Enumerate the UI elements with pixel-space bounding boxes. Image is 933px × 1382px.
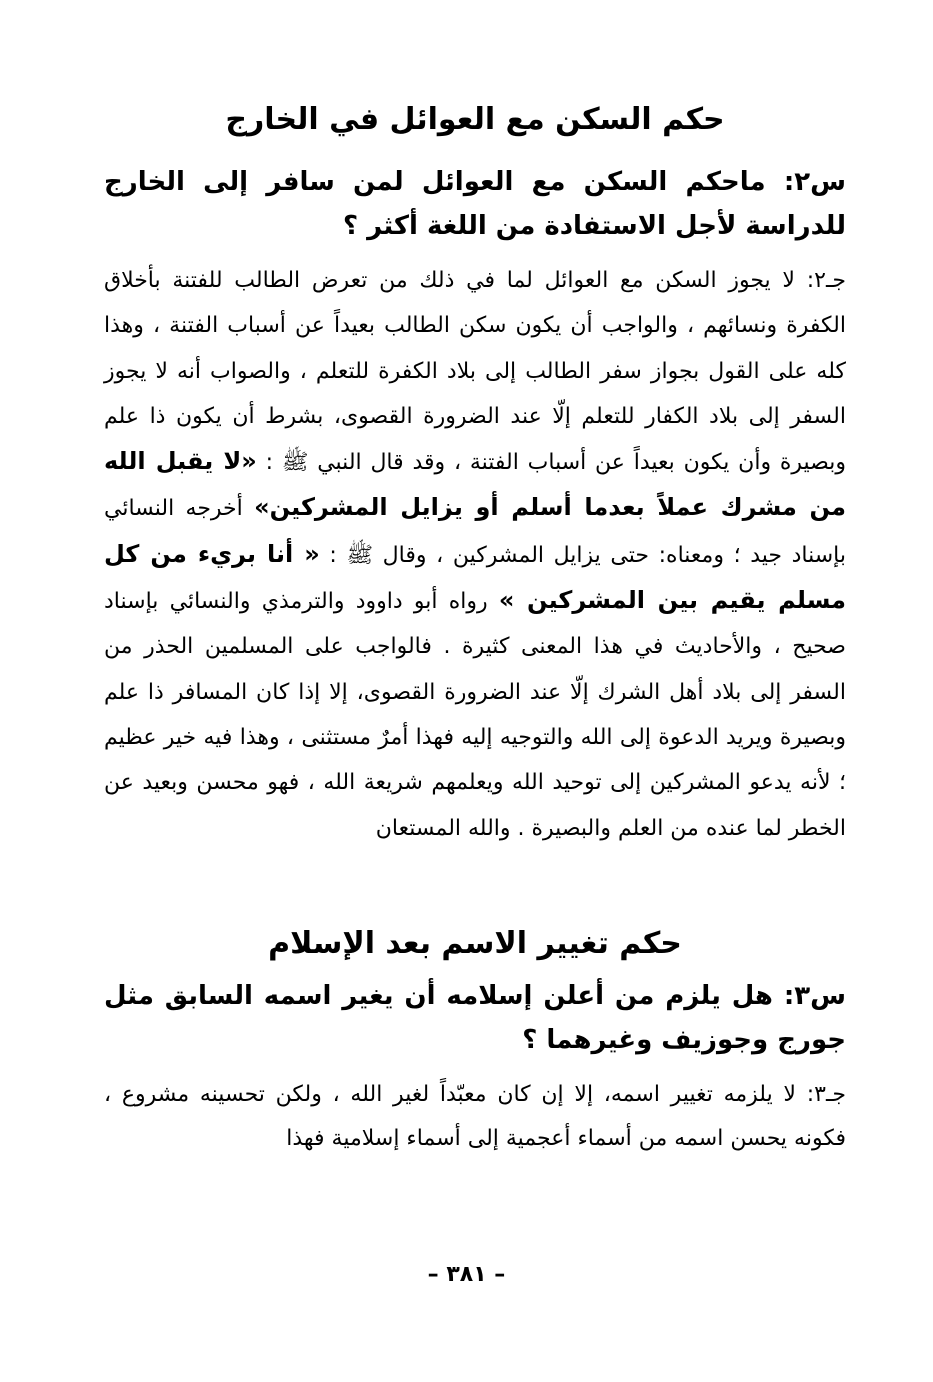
page-number: – ٣٨١ –: [427, 1262, 506, 1287]
section-title-residence: حكم السكن مع العوائل في الخارج: [225, 102, 725, 137]
answer-3: جـ٣: لا يلزمه تغيير اسمه، إلا إن كان معبّداً لغير الله ، ولكن تحسينه مشروع ، فكونه يحسن اسمه من أسماء أعجمية إلى أسماء إسلامية فهذا: [104, 1082, 846, 1151]
section-title-name-change: حكم تغيير الاسم بعد الإسلام: [268, 926, 682, 961]
answer-2-part-1: جـ٢: لا يجوز السكن مع العوائل لما في ذلك من تعرض الطالب للفتنة بأخلاق الكفرة ونسائهم ، والواجب أن يكون سكن الطالب بعيداً عن أسباب الفتنة ، وهذا كله على القول بجواز سفر الطالب إلى بلاد الكفرة للتعلم ، والصواب أنه لا يجوز السفر إلى بلاد الكفار للتعلم إلّا عند الضرورة القصوى، بشرط أن يكون ذا علم وبصيرة وأن يكون بعيداً عن أسباب الفتنة ، وقد قال النبي ﷺ :: [104, 268, 846, 476]
answer-2-part-2: أخرجه النسائي بإسناد جيد ؛ ومعناه: حتى يزايل المشركين ، وقال ﷺ :: [104, 496, 847, 568]
answer-2-part-3: رواه أبو داوود والترمذي والنسائي بإسناد صحيح ، والأحاديث في هذا المعنى كثيرة . فالواجب على المسلمين الحذر من السفر إلى بلاد أهل الشرك إلّا عند الضرورة القصوى، إلا إذا كان المسافر ذا علم وبصيرة ويريد الدعوة إلى الله والتوجيه إليه فهذا أمرٌ مستثنى ، وهذا فيه خير عظيم ؛ لأنه يدعو المشركين إلى توحيد الله ويعلمهم شريعة الله ، فهو محسن وبعيد عن الخطر لما عنده من العلم والبصيرة . والله المستعان: [104, 589, 846, 841]
hadith-quote-1: «لا يقبل الله من مشرك عملاً بعدما أسلم أو يزايل المشركين»: [104, 447, 846, 522]
hadith-quote-2: « أنا بريء من كل مسلم يقيم بين المشركين »: [104, 539, 846, 615]
answer-2: [104, 258, 846, 851]
question-2: س٢: ماحكم السكن مع العوائل لمن سافر إلى الخارج للدراسة لأجل الاستفادة من اللغة أكثر ؟: [104, 167, 846, 241]
question-3: س٣: هل يلزم من أعلن إسلامه أن يغير اسمه السابق مثل جورج وجوزيف وغيرهما ؟: [104, 981, 846, 1055]
